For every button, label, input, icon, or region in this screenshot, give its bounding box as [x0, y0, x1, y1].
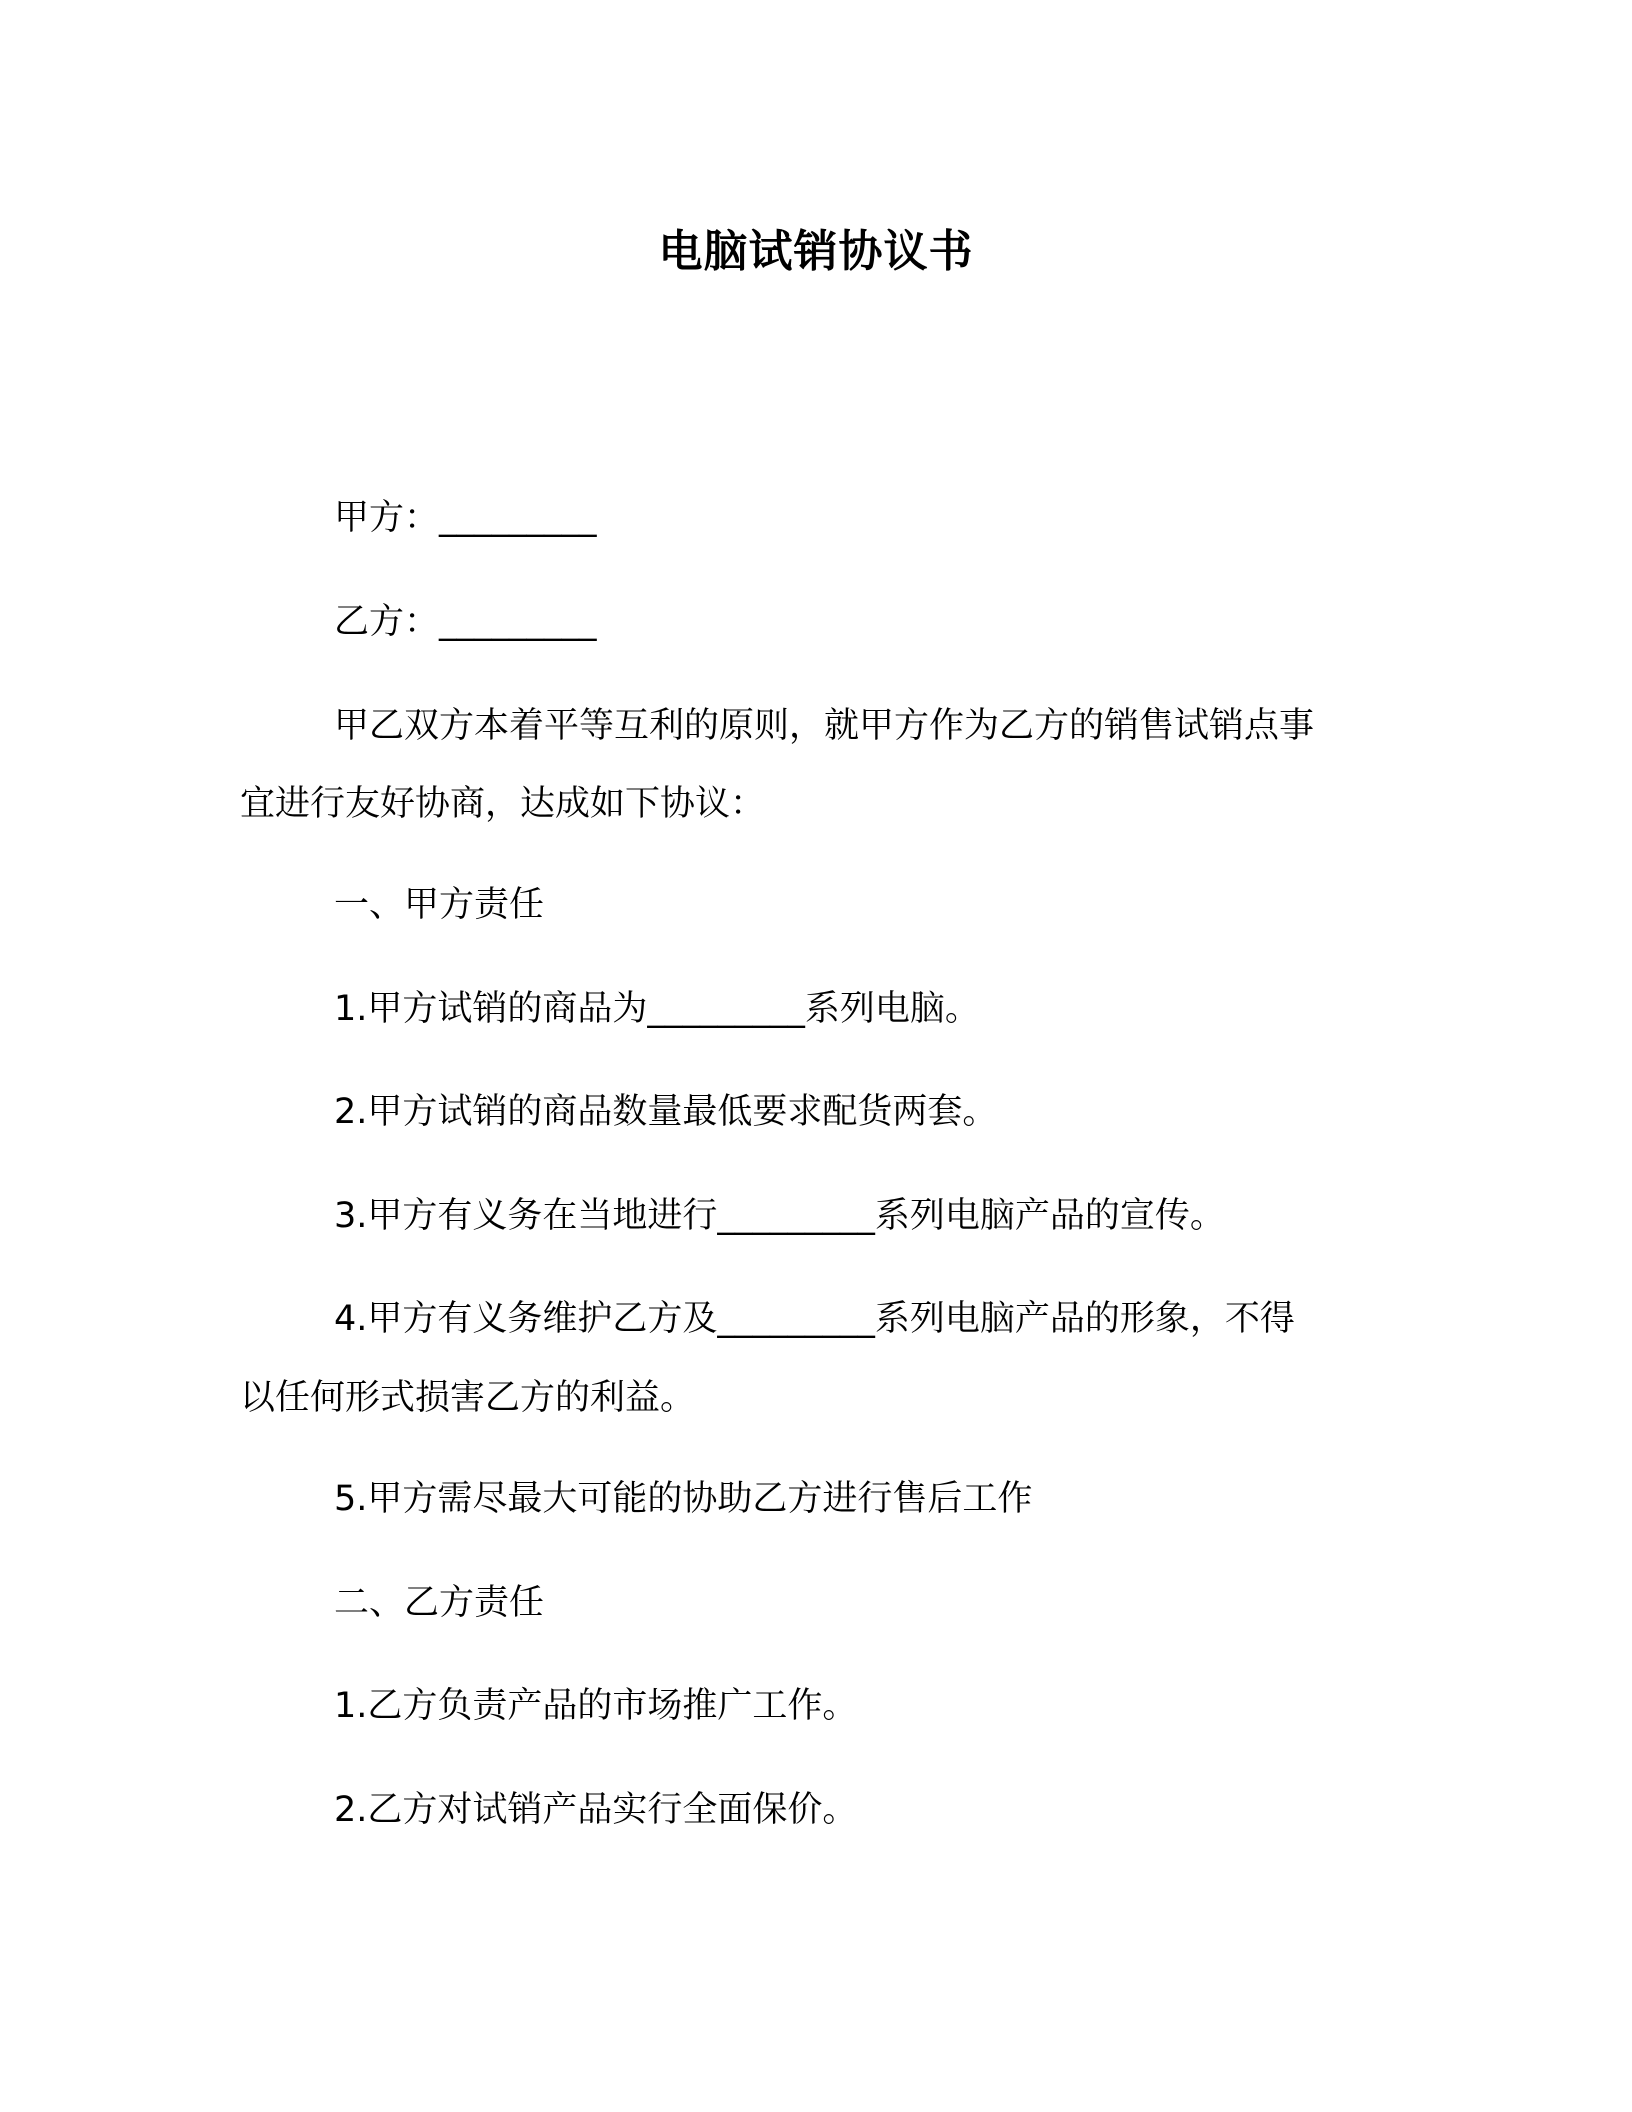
- party-a-item-4-line-2: 以任何形式损害乙方的利益。: [240, 1378, 696, 1418]
- party-a-item-3: 3.甲方有义务在当地进行_________系列电脑产品的宣传。: [334, 1196, 1225, 1236]
- party-b-item-1: 1.乙方负责产品的市场推广工作。: [334, 1686, 858, 1726]
- party-a-item-5: 5.甲方需尽最大可能的协助乙方进行售后工作: [334, 1479, 1033, 1519]
- section-heading-party-a: 一、甲方责任: [334, 885, 545, 925]
- document-title: 电脑试销协议书: [658, 226, 974, 277]
- party-a-item-4-line-1: 4.甲方有义务维护乙方及_________系列电脑产品的形象，不得: [334, 1299, 1295, 1339]
- party-a-line: 甲方：_________: [334, 498, 597, 538]
- party-a-item-2: 2.甲方试销的商品数量最低要求配货两套。: [334, 1092, 998, 1132]
- party-a-item-1: 1.甲方试销的商品为_________系列电脑。: [334, 989, 980, 1029]
- party-b-line: 乙方：_________: [334, 602, 597, 642]
- intro-paragraph-line-1: 甲乙双方本着平等互利的原则，就甲方作为乙方的销售试销点事: [334, 706, 1315, 746]
- section-heading-party-b: 二、乙方责任: [334, 1583, 545, 1623]
- intro-paragraph-line-2: 宜进行友好协商，达成如下协议：: [240, 784, 766, 824]
- party-b-item-2: 2.乙方对试销产品实行全面保价。: [334, 1790, 858, 1830]
